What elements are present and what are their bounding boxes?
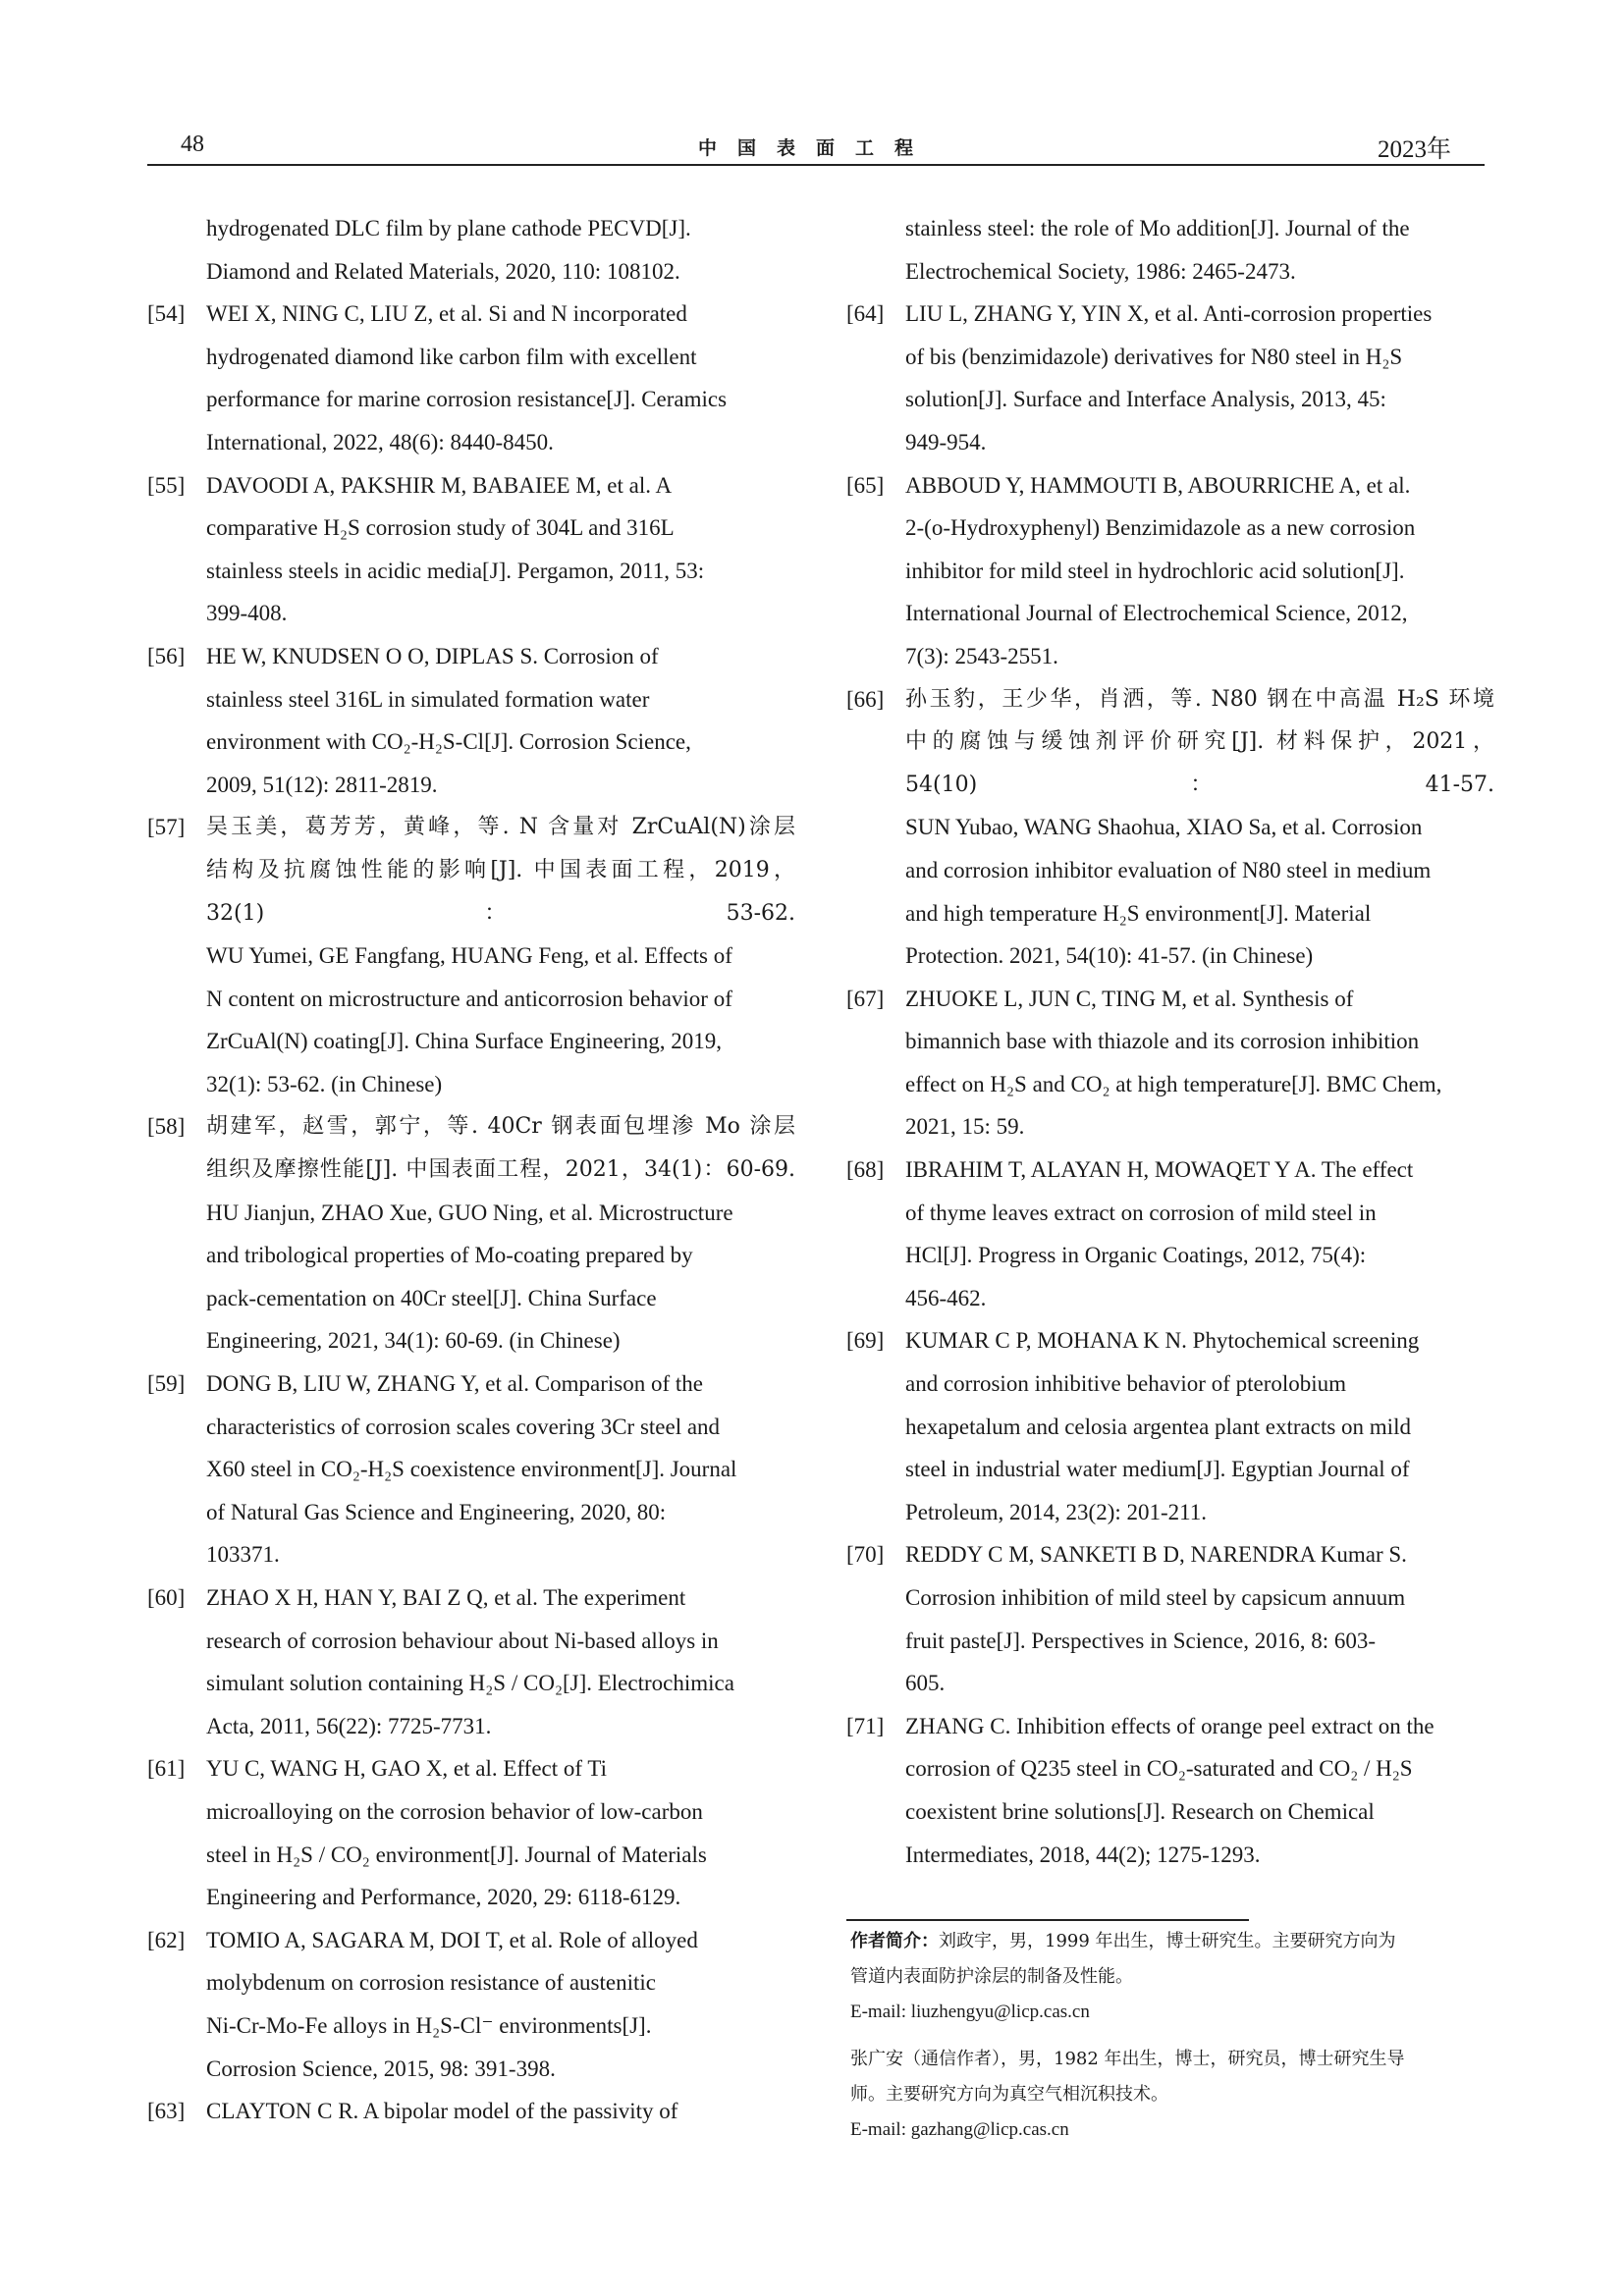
- reference-line: fruit paste[J]. Perspectives in Science, 2016, 8: 603-: [905, 1628, 1377, 1653]
- reference-line: DONG B, LIU W, ZHANG Y, et al. Comparison of the: [206, 1371, 703, 1397]
- reference-line: steel in industrial water medium[J]. Egyptian Journal of: [905, 1457, 1410, 1482]
- footnote-divider: [846, 1919, 1249, 1921]
- reference-line: KUMAR C P, MOHANA K N. Phytochemical screening: [905, 1328, 1420, 1354]
- reference-line: 结构及抗腐蚀性能的影响[J]. 中国表面工程，2019，: [206, 857, 795, 882]
- reference-line: research of corrosion behaviour about Ni-based alloys in: [206, 1628, 719, 1653]
- reference-number: [59]: [147, 1371, 186, 1397]
- reference-line: 中的腐蚀与缓蚀剂评价研究[J]. 材料保护，2021，: [905, 729, 1494, 755]
- reference-line: Engineering and Performance, 2020, 29: 6118-6129.: [206, 1885, 681, 1910]
- reference-entry: [846, 1319, 1494, 1533]
- reference-entry: [147, 1576, 795, 1747]
- reference-number: [58]: [147, 1114, 186, 1140]
- reference-line: Protection. 2021, 54(10): 41-57. (in Chinese): [905, 943, 1314, 969]
- reference-entry: [147, 934, 795, 1105]
- reference-entry: [147, 1105, 795, 1191]
- reference-line: 吴玉美，葛芳芳，黄峰，等. N 含量对 ZrCuAl(N)涂层: [206, 815, 795, 840]
- reference-text: [206, 635, 795, 806]
- reference-line: and corrosion inhibitive behavior of pterolobium: [905, 1371, 1347, 1397]
- left-column-references: [147, 207, 795, 2133]
- reference-line: effect on H₂S and CO₂ at high temperature[J]. BMC Chem,: [905, 1071, 1442, 1096]
- reference-line: corrosion of Q235 steel in CO₂-saturated and CO₂ / H₂S: [905, 1756, 1413, 1782]
- reference-number: [147, 934, 206, 1105]
- reference-line: X60 steel in CO₂-H₂S coexistence environment[J]. Journal: [206, 1457, 737, 1482]
- author-bio-2: [850, 2042, 1498, 2148]
- journal-title: 中国表面工程: [697, 137, 934, 159]
- reference-number: [61]: [147, 1756, 186, 1782]
- reference-line: 32(1)：53-62.: [206, 900, 795, 926]
- reference-line: and tribological properties of Mo-coating prepared by: [206, 1243, 693, 1268]
- reference-line: 399-408.: [206, 601, 288, 626]
- author-bio-label: 作者简介：: [850, 1931, 939, 1951]
- reference-entry: [147, 1747, 795, 1918]
- reference-line: LIU L, ZHANG Y, YIN X, et al. Anti-corrosion properties: [905, 301, 1433, 327]
- header-divider: [147, 164, 1485, 166]
- reference-line: molybdenum on corrosion resistance of austenitic: [206, 1970, 656, 1996]
- author-bio-1: [850, 1924, 1498, 2030]
- reference-entry: [846, 806, 1494, 977]
- reference-text: [905, 207, 1494, 293]
- reference-number: [62]: [147, 1927, 186, 1952]
- reference-text: [206, 1362, 795, 1576]
- reference-entry: [846, 464, 1494, 678]
- reference-line: 32(1): 53-62. (in Chinese): [206, 1071, 443, 1096]
- reference-entry: [147, 806, 795, 934]
- author1-email: E-mail: liuzhengyu@licp.cas.cn: [850, 2002, 1090, 2022]
- reference-line: comparative H₂S corrosion study of 304L and 316L: [206, 515, 675, 541]
- author2-line2: 师。主要研究方向为真空气相沉积技术。: [850, 2084, 1168, 2105]
- reference-number: [65]: [846, 472, 885, 498]
- reference-line: Electrochemical Society, 1986: 2465-2473.: [905, 258, 1296, 284]
- reference-text: [905, 1319, 1494, 1533]
- reference-text: [905, 806, 1494, 977]
- reference-text: [905, 978, 1494, 1148]
- reference-entry: [147, 464, 795, 635]
- reference-line: CLAYTON C R. A bipolar model of the passivity of: [206, 2099, 678, 2124]
- reference-line: environment with CO₂-H₂S-Cl[J]. Corrosion Science,: [206, 729, 691, 755]
- reference-line: 2021, 15: 59.: [905, 1114, 1025, 1140]
- reference-line: stainless steel: the role of Mo addition[J]. Journal of the: [905, 216, 1410, 240]
- reference-line: hydrogenated diamond like carbon film with excellent: [206, 344, 697, 369]
- reference-text: [206, 1747, 795, 1918]
- reference-number: [71]: [846, 1713, 885, 1738]
- reference-text: [905, 293, 1494, 463]
- reference-entry: [846, 1533, 1494, 1704]
- reference-line: 949-954.: [905, 429, 987, 454]
- reference-line: stainless steels in acidic media[J]. Pergamon, 2011, 53:: [206, 558, 705, 583]
- reference-line: of bis (benzimidazole) derivatives for N80 steel in H₂S: [905, 344, 1403, 369]
- reference-line: SUN Yubao, WANG Shaohua, XIAO Sa, et al. Corrosion: [905, 815, 1423, 840]
- reference-number: [55]: [147, 472, 186, 498]
- reference-text: [206, 1919, 795, 2090]
- reference-text: [206, 464, 795, 635]
- reference-line: N content on microstructure and anticorrosion behavior of: [206, 986, 732, 1011]
- reference-text: [905, 464, 1494, 678]
- reference-line: 103371.: [206, 1542, 280, 1568]
- reference-line: TOMIO A, SAGARA M, DOI T, et al. Role of alloyed: [206, 1927, 698, 1952]
- reference-line: simulant solution containing H₂S / CO₂[J]. Electrochimica: [206, 1671, 734, 1696]
- reference-line: Petroleum, 2014, 23(2): 201-211.: [905, 1499, 1208, 1524]
- reference-number: [60]: [147, 1585, 186, 1610]
- reference-entry: [846, 207, 1494, 293]
- reference-line: microalloying on the corrosion behavior of low-carbon: [206, 1798, 703, 1824]
- reference-text: [905, 1705, 1494, 1876]
- reference-line: steel in H₂S / CO₂ environment[J]. Journal of Materials: [206, 1842, 707, 1867]
- reference-entry: [147, 1919, 795, 2090]
- reference-line: and corrosion inhibitor evaluation of N80 steel in medium: [905, 857, 1432, 882]
- reference-line: and high temperature H₂S environment[J]. Material: [905, 900, 1372, 926]
- reference-text: [206, 1192, 795, 1362]
- reference-line: ZHUOKE L, JUN C, TING M, et al. Synthesis of: [905, 986, 1354, 1011]
- reference-number: [846, 806, 905, 977]
- reference-text: [905, 1533, 1494, 1704]
- reference-number: [70]: [846, 1542, 885, 1568]
- reference-line: ZHANG C. Inhibition effects of orange peel extract on the: [905, 1713, 1435, 1738]
- reference-line: 456-462.: [905, 1285, 987, 1310]
- reference-line: inhibitor for mild steel in hydrochloric acid solution[J].: [905, 558, 1405, 583]
- reference-number: [68]: [846, 1157, 885, 1183]
- author1-line1: 刘政宇，男，1999 年出生，博士研究生。主要研究方向为: [939, 1931, 1396, 1951]
- reference-line: Diamond and Related Materials, 2020, 110: 108102.: [206, 258, 680, 284]
- reference-line: ZrCuAl(N) coating[J]. China Surface Engineering, 2019,: [206, 1029, 723, 1054]
- reference-number: [69]: [846, 1328, 885, 1354]
- reference-line: hydrogenated DLC film by plane cathode PECVD[J].: [206, 216, 691, 240]
- author2-email: E-mail: gazhang@licp.cas.cn: [850, 2119, 1069, 2140]
- reference-text: [206, 207, 795, 293]
- reference-line: Intermediates, 2018, 44(2); 1275-1293.: [905, 1842, 1261, 1867]
- reference-entry: [147, 207, 795, 293]
- page-number: 48: [181, 132, 204, 157]
- reference-entry: [846, 1705, 1494, 1876]
- reference-line: Corrosion Science, 2015, 98: 391-398.: [206, 2056, 556, 2081]
- reference-line: performance for marine corrosion resistance[J]. Ceramics: [206, 387, 728, 412]
- reference-line: WU Yumei, GE Fangfang, HUANG Feng, et al. Effects of: [206, 943, 732, 969]
- reference-line: 孙玉豹，王少华，肖洒，等. N80 钢在中高温 H₂S 环境: [905, 686, 1494, 712]
- reference-line: 7(3): 2543-2551.: [905, 643, 1058, 668]
- page-header: [147, 126, 1485, 165]
- reference-text: [206, 806, 795, 934]
- reference-text: [905, 678, 1494, 807]
- reference-line: characteristics of corrosion scales covering 3Cr steel and: [206, 1414, 721, 1439]
- reference-line: solution[J]. Surface and Interface Analysis, 2013, 45:: [905, 387, 1386, 412]
- reference-line: stainless steel 316L in simulated formation water: [206, 686, 650, 712]
- reference-number: [63]: [147, 2099, 186, 2124]
- publication-year: 2023年: [1377, 136, 1451, 163]
- author1-line2: 管道内表面防护涂层的制备及性能。: [850, 1966, 1133, 1987]
- reference-number: [57]: [147, 815, 186, 840]
- reference-line: ABBOUD Y, HAMMOUTI B, ABOURRICHE A, et al.: [905, 472, 1411, 498]
- reference-line: REDDY C M, SANKETI B D, NARENDRA Kumar S.: [905, 1542, 1407, 1568]
- reference-line: 组织及摩擦性能[J]. 中国表面工程，2021，34(1)：60-69.: [206, 1157, 795, 1183]
- reference-line: pack-cementation on 40Cr steel[J]. China Surface: [206, 1285, 657, 1310]
- reference-number: [66]: [846, 686, 885, 712]
- reference-entry: [147, 2090, 795, 2133]
- author2-line1: 张广安（通信作者），男，1982 年出生，博士，研究员，博士研究生导: [850, 2049, 1405, 2069]
- reference-number: [64]: [846, 301, 885, 327]
- reference-line: ZHAO X H, HAN Y, BAI Z Q, et al. The experiment: [206, 1585, 686, 1610]
- reference-line: bimannich base with thiazole and its corrosion inhibition: [905, 1029, 1420, 1054]
- reference-entry: [147, 635, 795, 806]
- reference-line: IBRAHIM T, ALAYAN H, MOWAQET Y A. The effect: [905, 1157, 1414, 1183]
- reference-entry: [846, 978, 1494, 1148]
- reference-text: [206, 2090, 795, 2133]
- reference-line: YU C, WANG H, GAO X, et al. Effect of Ti: [206, 1756, 608, 1782]
- reference-text: [206, 1576, 795, 1747]
- reference-entry: [147, 1362, 795, 1576]
- reference-text: [206, 1105, 795, 1191]
- reference-line: HU Jianjun, ZHAO Xue, GUO Ning, et al. Microstructure: [206, 1200, 733, 1225]
- reference-line: 胡建军，赵雪，郭宁，等. 40Cr 钢表面包埋渗 Mo 涂层: [206, 1114, 795, 1140]
- reference-line: 2009, 51(12): 2811-2819.: [206, 772, 438, 797]
- reference-number: [67]: [846, 986, 885, 1011]
- reference-line: 54(10)：41-57.: [905, 772, 1494, 797]
- reference-line: 605.: [905, 1671, 946, 1696]
- reference-line: WEI X, NING C, LIU Z, et al. Si and N incorporated: [206, 301, 687, 327]
- reference-line: HCl[J]. Progress in Organic Coatings, 2012, 75(4):: [905, 1243, 1367, 1268]
- reference-number: [56]: [147, 643, 186, 668]
- reference-line: coexistent brine solutions[J]. Research on Chemical: [905, 1798, 1375, 1824]
- reference-text: [206, 934, 795, 1105]
- right-column-references: [846, 207, 1494, 1876]
- reference-number: [54]: [147, 301, 186, 327]
- reference-text: [905, 1148, 1494, 1319]
- reference-line: of thyme leaves extract on corrosion of mild steel in: [905, 1200, 1377, 1225]
- reference-number: [147, 207, 206, 293]
- reference-line: HE W, KNUDSEN O O, DIPLAS S. Corrosion of: [206, 643, 659, 668]
- reference-number: [147, 1192, 206, 1362]
- reference-number: [846, 207, 905, 293]
- reference-entry: [147, 1192, 795, 1362]
- reference-line: 2-(o-Hydroxyphenyl) Benzimidazole as a new corrosion: [905, 515, 1416, 541]
- reference-entry: [846, 293, 1494, 463]
- reference-line: of Natural Gas Science and Engineering, 2020, 80:: [206, 1499, 667, 1524]
- reference-entry: [147, 293, 795, 463]
- reference-line: Corrosion inhibition of mild steel by capsicum annuum: [905, 1585, 1406, 1610]
- reference-line: DAVOODI A, PAKSHIR M, BABAIEE M, et al. A: [206, 472, 673, 498]
- reference-line: Engineering, 2021, 34(1): 60-69. (in Chinese): [206, 1328, 621, 1354]
- reference-line: hexapetalum and celosia argentea plant extracts on mild: [905, 1414, 1411, 1439]
- reference-text: [206, 293, 795, 463]
- reference-entry: [846, 678, 1494, 807]
- reference-line: International Journal of Electrochemical Science, 2012,: [905, 601, 1408, 626]
- reference-line: Ni-Cr-Mo-Fe alloys in H₂S-Cl⁻ environments[J].: [206, 2012, 652, 2038]
- reference-entry: [846, 1148, 1494, 1319]
- reference-line: International, 2022, 48(6): 8440-8450.: [206, 429, 554, 454]
- reference-line: Acta, 2011, 56(22): 7725-7731.: [206, 1713, 492, 1738]
